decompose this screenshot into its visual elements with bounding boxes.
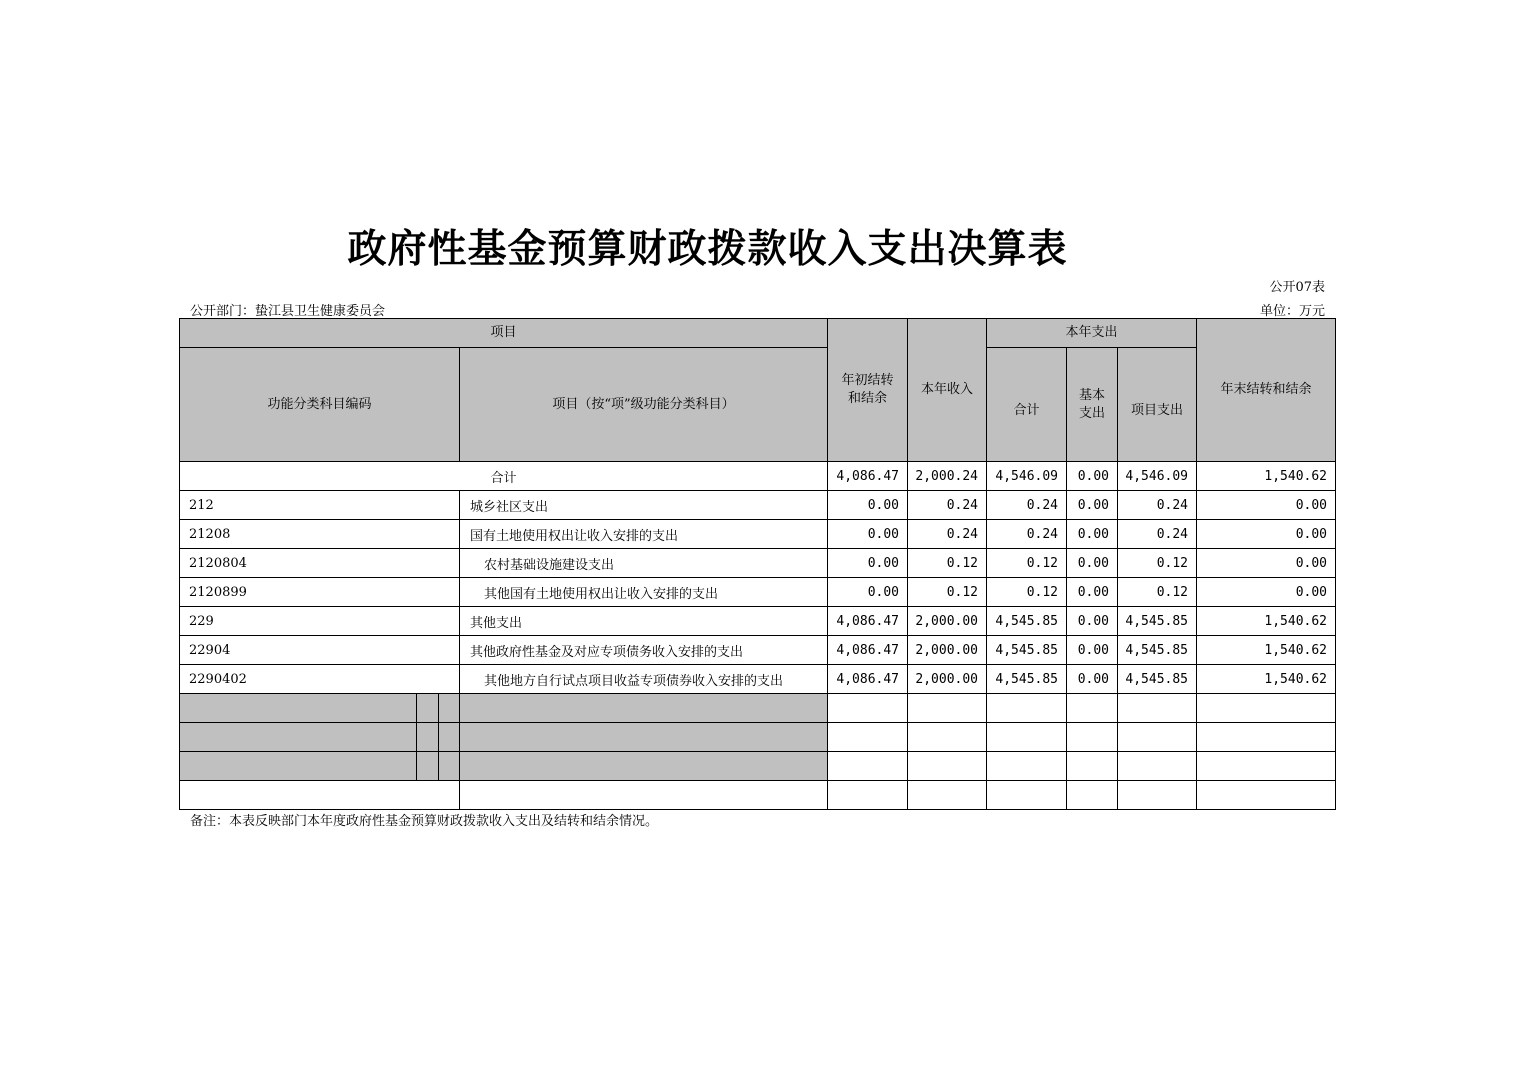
page-title: 政府性基金预算财政拨款收入支出决算表 xyxy=(347,226,1068,272)
row-code: 2120804 xyxy=(180,549,460,578)
row-income: 0.24 xyxy=(908,491,987,520)
empty-cell xyxy=(1118,781,1197,810)
row-income: 0.12 xyxy=(908,578,987,607)
row-income: 2,000.00 xyxy=(908,665,987,694)
total-exp-project: 4,546.09 xyxy=(1118,462,1197,491)
row-income: 0.12 xyxy=(908,549,987,578)
row-name: 其他支出 xyxy=(460,607,828,636)
row-code: 21208 xyxy=(180,520,460,549)
row-end: 0.00 xyxy=(1197,491,1336,520)
empty-cell xyxy=(828,781,908,810)
row-exp-total: 4,545.85 xyxy=(987,636,1067,665)
row-code: 229 xyxy=(180,607,460,636)
header-name: 项目（按“项”级功能分类科目） xyxy=(460,348,828,462)
row-exp-basic: 0.00 xyxy=(1067,549,1118,578)
header-item: 项目 xyxy=(180,319,828,348)
unit-label: 单位： xyxy=(1259,304,1299,319)
header-end-balance: 年末结转和结余 xyxy=(1197,319,1336,462)
empty-cell xyxy=(417,694,439,723)
empty-cell xyxy=(1197,694,1336,723)
row-exp-project: 0.24 xyxy=(1118,491,1197,520)
empty-cell xyxy=(439,723,460,752)
row-name: 农村基础设施建设支出 xyxy=(460,549,828,578)
row-begin: 4,086.47 xyxy=(828,607,908,636)
total-income: 2,000.24 xyxy=(908,462,987,491)
table-row xyxy=(180,665,1336,694)
header-exp-basic: 基本支出 xyxy=(1067,348,1118,462)
row-exp-project: 0.24 xyxy=(1118,520,1197,549)
empty-cell xyxy=(1197,723,1336,752)
empty-cell xyxy=(1118,694,1197,723)
empty-cell xyxy=(908,694,987,723)
row-begin: 4,086.47 xyxy=(828,636,908,665)
row-end: 0.00 xyxy=(1197,520,1336,549)
empty-cell xyxy=(1197,752,1336,781)
footnote: 备注：本表反映部门本年度政府性基金预算财政拨款收入支出及结转和结余情况。 xyxy=(190,814,659,829)
unit-line xyxy=(1260,300,1325,319)
empty-cell xyxy=(1067,723,1118,752)
table-row xyxy=(180,491,1336,520)
header-begin-balance: 年初结转和结余 xyxy=(828,319,908,462)
row-name: 国有土地使用权出让收入安排的支出 xyxy=(460,520,828,549)
header-expense-group: 本年支出 xyxy=(987,319,1197,348)
total-begin: 4,086.47 xyxy=(828,462,908,491)
empty-cell xyxy=(180,781,460,810)
empty-cell xyxy=(908,781,987,810)
row-exp-basic: 0.00 xyxy=(1067,607,1118,636)
empty-cell xyxy=(828,694,908,723)
row-exp-total: 4,545.85 xyxy=(987,607,1067,636)
empty-cell xyxy=(1197,781,1336,810)
row-exp-total: 0.24 xyxy=(987,491,1067,520)
header-code: 功能分类科目编码 xyxy=(180,348,460,462)
form-number: 公开07表 xyxy=(1269,280,1325,295)
row-begin: 0.00 xyxy=(828,491,908,520)
row-name: 城乡社区支出 xyxy=(460,491,828,520)
empty-cell xyxy=(439,694,460,723)
row-name: 其他政府性基金及对应专项债务收入安排的支出 xyxy=(460,636,828,665)
empty-cell xyxy=(439,752,460,781)
empty-cell xyxy=(180,752,417,781)
empty-cell xyxy=(1067,694,1118,723)
row-code: 22904 xyxy=(180,636,460,665)
row-name: 其他国有土地使用权出让收入安排的支出 xyxy=(460,578,828,607)
total-exp-basic: 0.00 xyxy=(1067,462,1118,491)
row-exp-project: 0.12 xyxy=(1118,549,1197,578)
row-exp-project: 4,545.85 xyxy=(1118,665,1197,694)
empty-cell xyxy=(987,781,1067,810)
empty-cell xyxy=(828,723,908,752)
row-exp-project: 4,545.85 xyxy=(1118,636,1197,665)
empty-cell xyxy=(1118,723,1197,752)
department-name: 蛰江县卫生健康委员会 xyxy=(255,304,386,319)
row-exp-basic: 0.00 xyxy=(1067,665,1118,694)
row-exp-project: 4,545.85 xyxy=(1118,607,1197,636)
table-row xyxy=(180,578,1336,607)
department-line xyxy=(190,300,385,319)
empty-cell xyxy=(460,752,828,781)
row-exp-total: 0.24 xyxy=(987,520,1067,549)
table-row xyxy=(180,549,1336,578)
empty-cell xyxy=(1067,752,1118,781)
row-end: 1,540.62 xyxy=(1197,607,1336,636)
row-income: 2,000.00 xyxy=(908,636,987,665)
row-income: 0.24 xyxy=(908,520,987,549)
row-exp-total: 0.12 xyxy=(987,578,1067,607)
row-begin: 0.00 xyxy=(828,578,908,607)
row-exp-project: 0.12 xyxy=(1118,578,1197,607)
row-end: 0.00 xyxy=(1197,549,1336,578)
row-exp-basic: 0.00 xyxy=(1067,636,1118,665)
empty-cell xyxy=(987,752,1067,781)
empty-cell xyxy=(180,694,417,723)
empty-row xyxy=(180,723,1336,752)
empty-row xyxy=(180,781,1336,810)
row-exp-basic: 0.00 xyxy=(1067,491,1118,520)
table-row-total xyxy=(180,462,1336,491)
empty-cell xyxy=(1067,781,1118,810)
row-end: 1,540.62 xyxy=(1197,665,1336,694)
row-exp-basic: 0.00 xyxy=(1067,578,1118,607)
row-exp-basic: 0.00 xyxy=(1067,520,1118,549)
row-exp-total: 0.12 xyxy=(987,549,1067,578)
empty-cell xyxy=(417,752,439,781)
total-label: 合计 xyxy=(180,462,828,491)
header-income: 本年收入 xyxy=(908,319,987,462)
empty-cell xyxy=(1118,752,1197,781)
row-begin: 4,086.47 xyxy=(828,665,908,694)
department-label: 公开部门： xyxy=(190,304,256,319)
empty-cell xyxy=(828,752,908,781)
table-row xyxy=(180,607,1336,636)
row-income: 2,000.00 xyxy=(908,607,987,636)
budget-table xyxy=(179,318,1336,810)
total-end: 1,540.62 xyxy=(1197,462,1336,491)
total-exp-total: 4,546.09 xyxy=(987,462,1067,491)
row-begin: 0.00 xyxy=(828,549,908,578)
header-exp-total: 合计 xyxy=(987,348,1067,462)
empty-row xyxy=(180,752,1336,781)
header-exp-project: 项目支出 xyxy=(1118,348,1197,462)
row-end: 0.00 xyxy=(1197,578,1336,607)
empty-cell xyxy=(180,723,417,752)
empty-cell xyxy=(987,694,1067,723)
row-code: 2120899 xyxy=(180,578,460,607)
empty-cell xyxy=(460,723,828,752)
empty-row xyxy=(180,694,1336,723)
row-code: 212 xyxy=(180,491,460,520)
empty-cell xyxy=(460,781,828,810)
row-name: 其他地方自行试点项目收益专项债券收入安排的支出 xyxy=(460,665,828,694)
empty-cell xyxy=(417,723,439,752)
table-row xyxy=(180,520,1336,549)
table-row xyxy=(180,636,1336,665)
empty-cell xyxy=(987,723,1067,752)
row-code: 2290402 xyxy=(180,665,460,694)
row-begin: 0.00 xyxy=(828,520,908,549)
empty-cell xyxy=(908,723,987,752)
empty-cell xyxy=(460,694,828,723)
row-exp-total: 4,545.85 xyxy=(987,665,1067,694)
empty-cell xyxy=(908,752,987,781)
row-end: 1,540.62 xyxy=(1197,636,1336,665)
unit-value: 万元 xyxy=(1298,304,1325,319)
